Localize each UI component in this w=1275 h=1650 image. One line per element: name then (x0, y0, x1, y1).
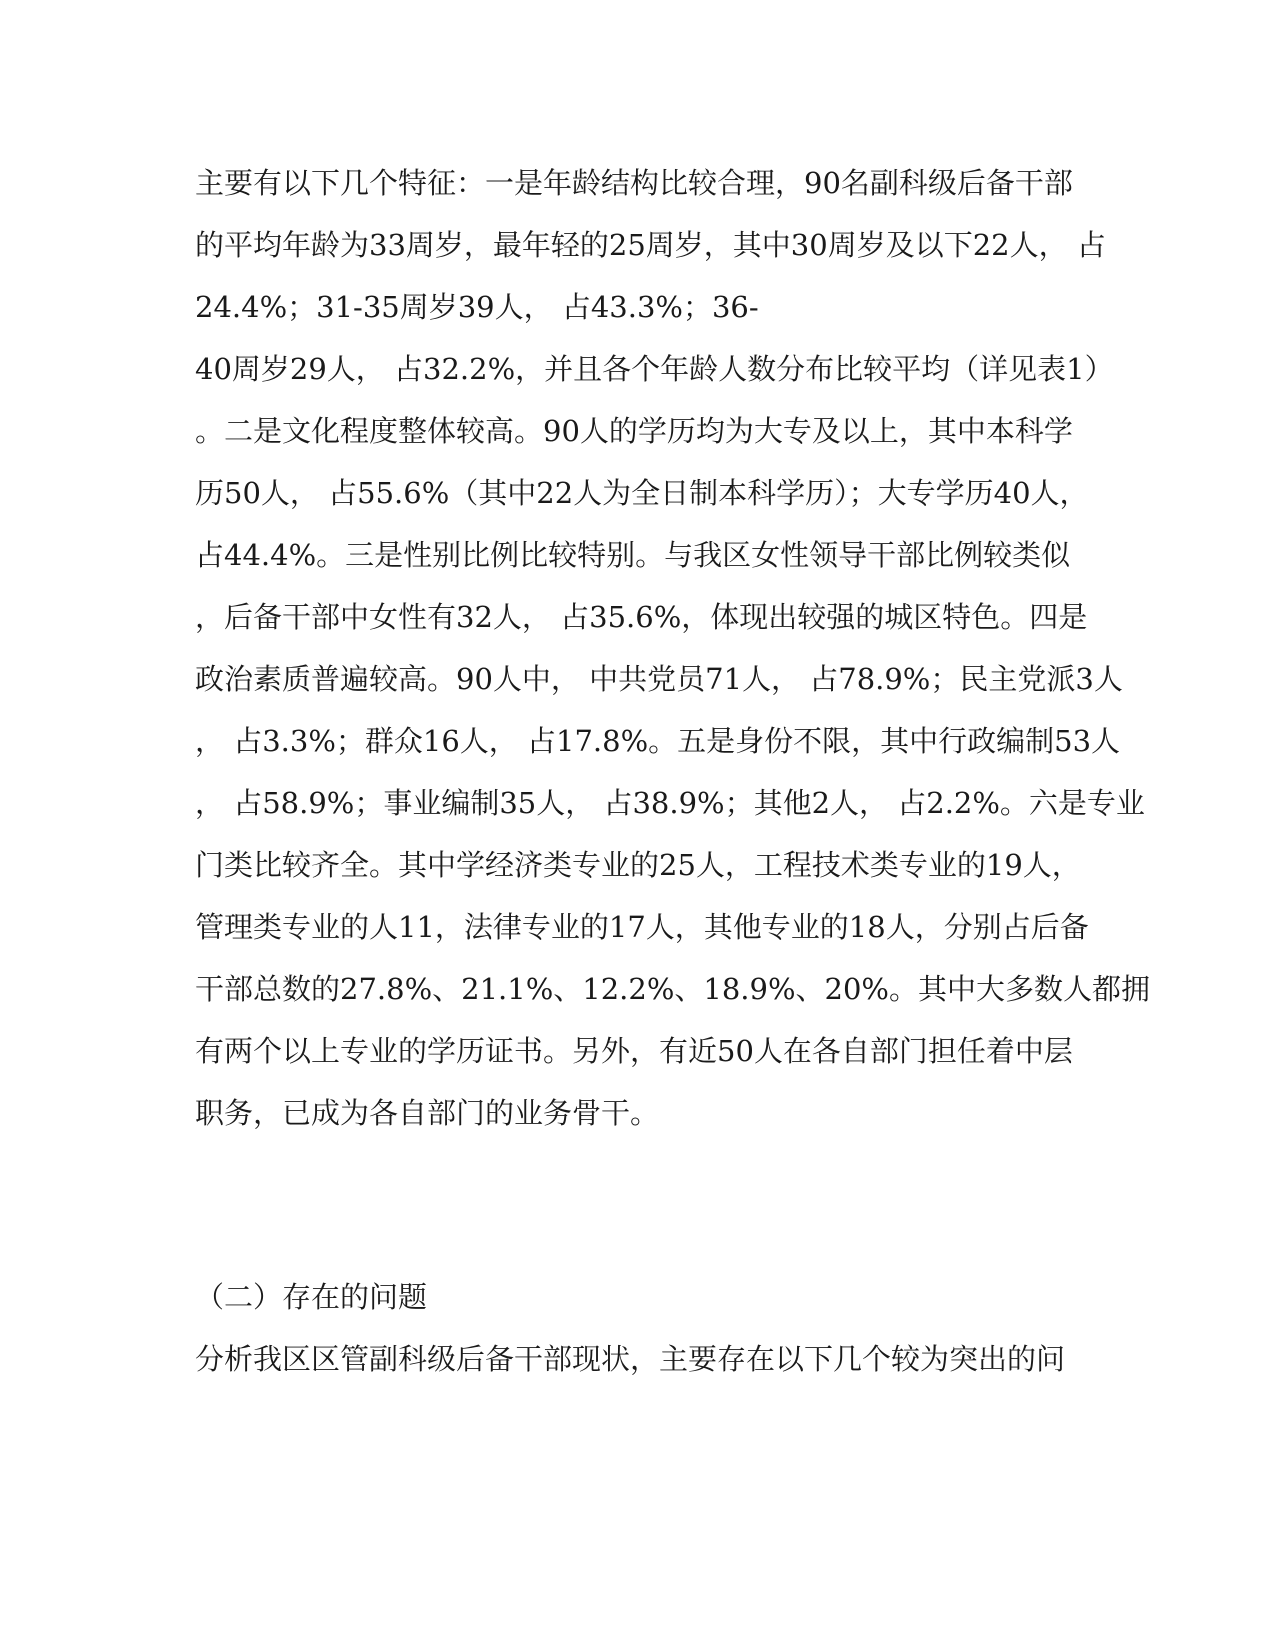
paragraph-line: ，后备干部中女性有32人， 占35.6%，体现出较强的城区特色。四是 (195, 600, 1088, 634)
paragraph-line: ， 占3.3%；群众16人， 占17.8%。五是身份不限，其中行政编制53人 (195, 724, 1121, 758)
paragraph-line: 。二是文化程度整体较高。90人的学历均为大专及以上，其中本科学 (195, 414, 1073, 448)
paragraph-line: 40周岁29人， 占32.2%，并且各个年龄人数分布比较平均（详见表1） (195, 352, 1114, 386)
paragraph-line: 24.4%；31-35周岁39人， 占43.3%；36- (195, 290, 759, 324)
paragraph-line: 干部总数的27.8%、21.1%、12.2%、18.9%、20%。其中大多数人都拥 (195, 972, 1150, 1006)
paragraph-line: 门类比较齐全。其中学经济类专业的25人，工程技术类专业的19人， (195, 848, 1081, 882)
paragraph-line: 有两个以上专业的学历证书。另外，有近50人在各自部门担任着中层 (195, 1034, 1073, 1068)
paragraph-line: 占44.4%。三是性别比例比较特别。与我区女性领导干部比例较类似 (195, 538, 1071, 572)
section-heading: （二）存在的问题 (195, 1280, 428, 1314)
paragraph-line: ， 占58.9%；事业编制35人， 占38.9%；其他2人， 占2.2%。六是专业 (195, 786, 1145, 820)
paragraph-line: 管理类专业的人11，法律专业的17人，其他专业的18人，分别占后备 (195, 910, 1089, 944)
paragraph-line: 政治素质普遍较高。90人中， 中共党员71人， 占78.9%；民主党派3人 (195, 662, 1123, 696)
paragraph-line: 历50人， 占55.6%（其中22人为全日制本科学历）；大专学历40人， (195, 476, 1089, 510)
paragraph-line: 职务，已成为各自部门的业务骨干。 (195, 1096, 660, 1130)
paragraph-line: 主要有以下几个特征：一是年龄结构比较合理，90名副科级后备干部 (195, 166, 1073, 200)
paragraph-line: 分析我区区管副科级后备干部现状，主要存在以下几个较为突出的问 (195, 1342, 1066, 1376)
paragraph-line: 的平均年龄为33周岁，最年轻的25周岁，其中30周岁及以下22人， 占 (195, 228, 1106, 262)
